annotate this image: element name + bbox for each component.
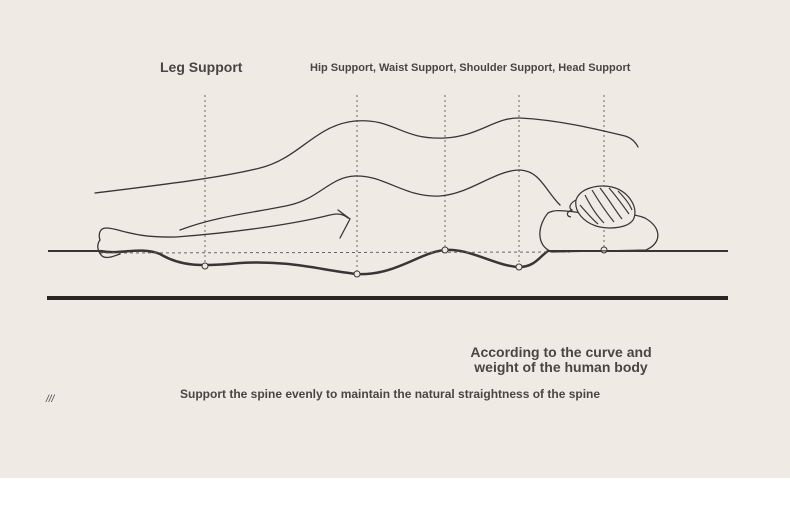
head — [567, 186, 635, 228]
spine-dashed-line — [100, 252, 570, 253]
point-head — [601, 247, 607, 253]
face — [567, 200, 576, 217]
upper-support-label: Hip Support, Waist Support, Shoulder Support, Head Support — [310, 62, 631, 74]
corner-marks: /// — [46, 394, 55, 405]
point-shoulder — [516, 264, 522, 270]
guide-lines — [205, 95, 604, 272]
spine-caption: Support the spine evenly to maintain the natural straightness of the spine — [180, 387, 601, 401]
leg-support-label: Leg Support — [160, 59, 243, 75]
support-curve — [100, 250, 548, 274]
back-contour — [95, 118, 638, 193]
curve-heading-line2: weight of the human body — [474, 359, 648, 375]
point-hip — [354, 271, 360, 277]
curve-heading — [456, 345, 666, 375]
point-leg — [202, 263, 208, 269]
curve-heading-line1: According to the curve and — [470, 344, 652, 360]
leg-contour — [176, 210, 350, 238]
point-waist — [442, 247, 448, 253]
body-outline — [95, 118, 658, 258]
base-line — [47, 296, 728, 300]
arm-contour — [180, 170, 560, 230]
head-outline — [576, 186, 635, 228]
